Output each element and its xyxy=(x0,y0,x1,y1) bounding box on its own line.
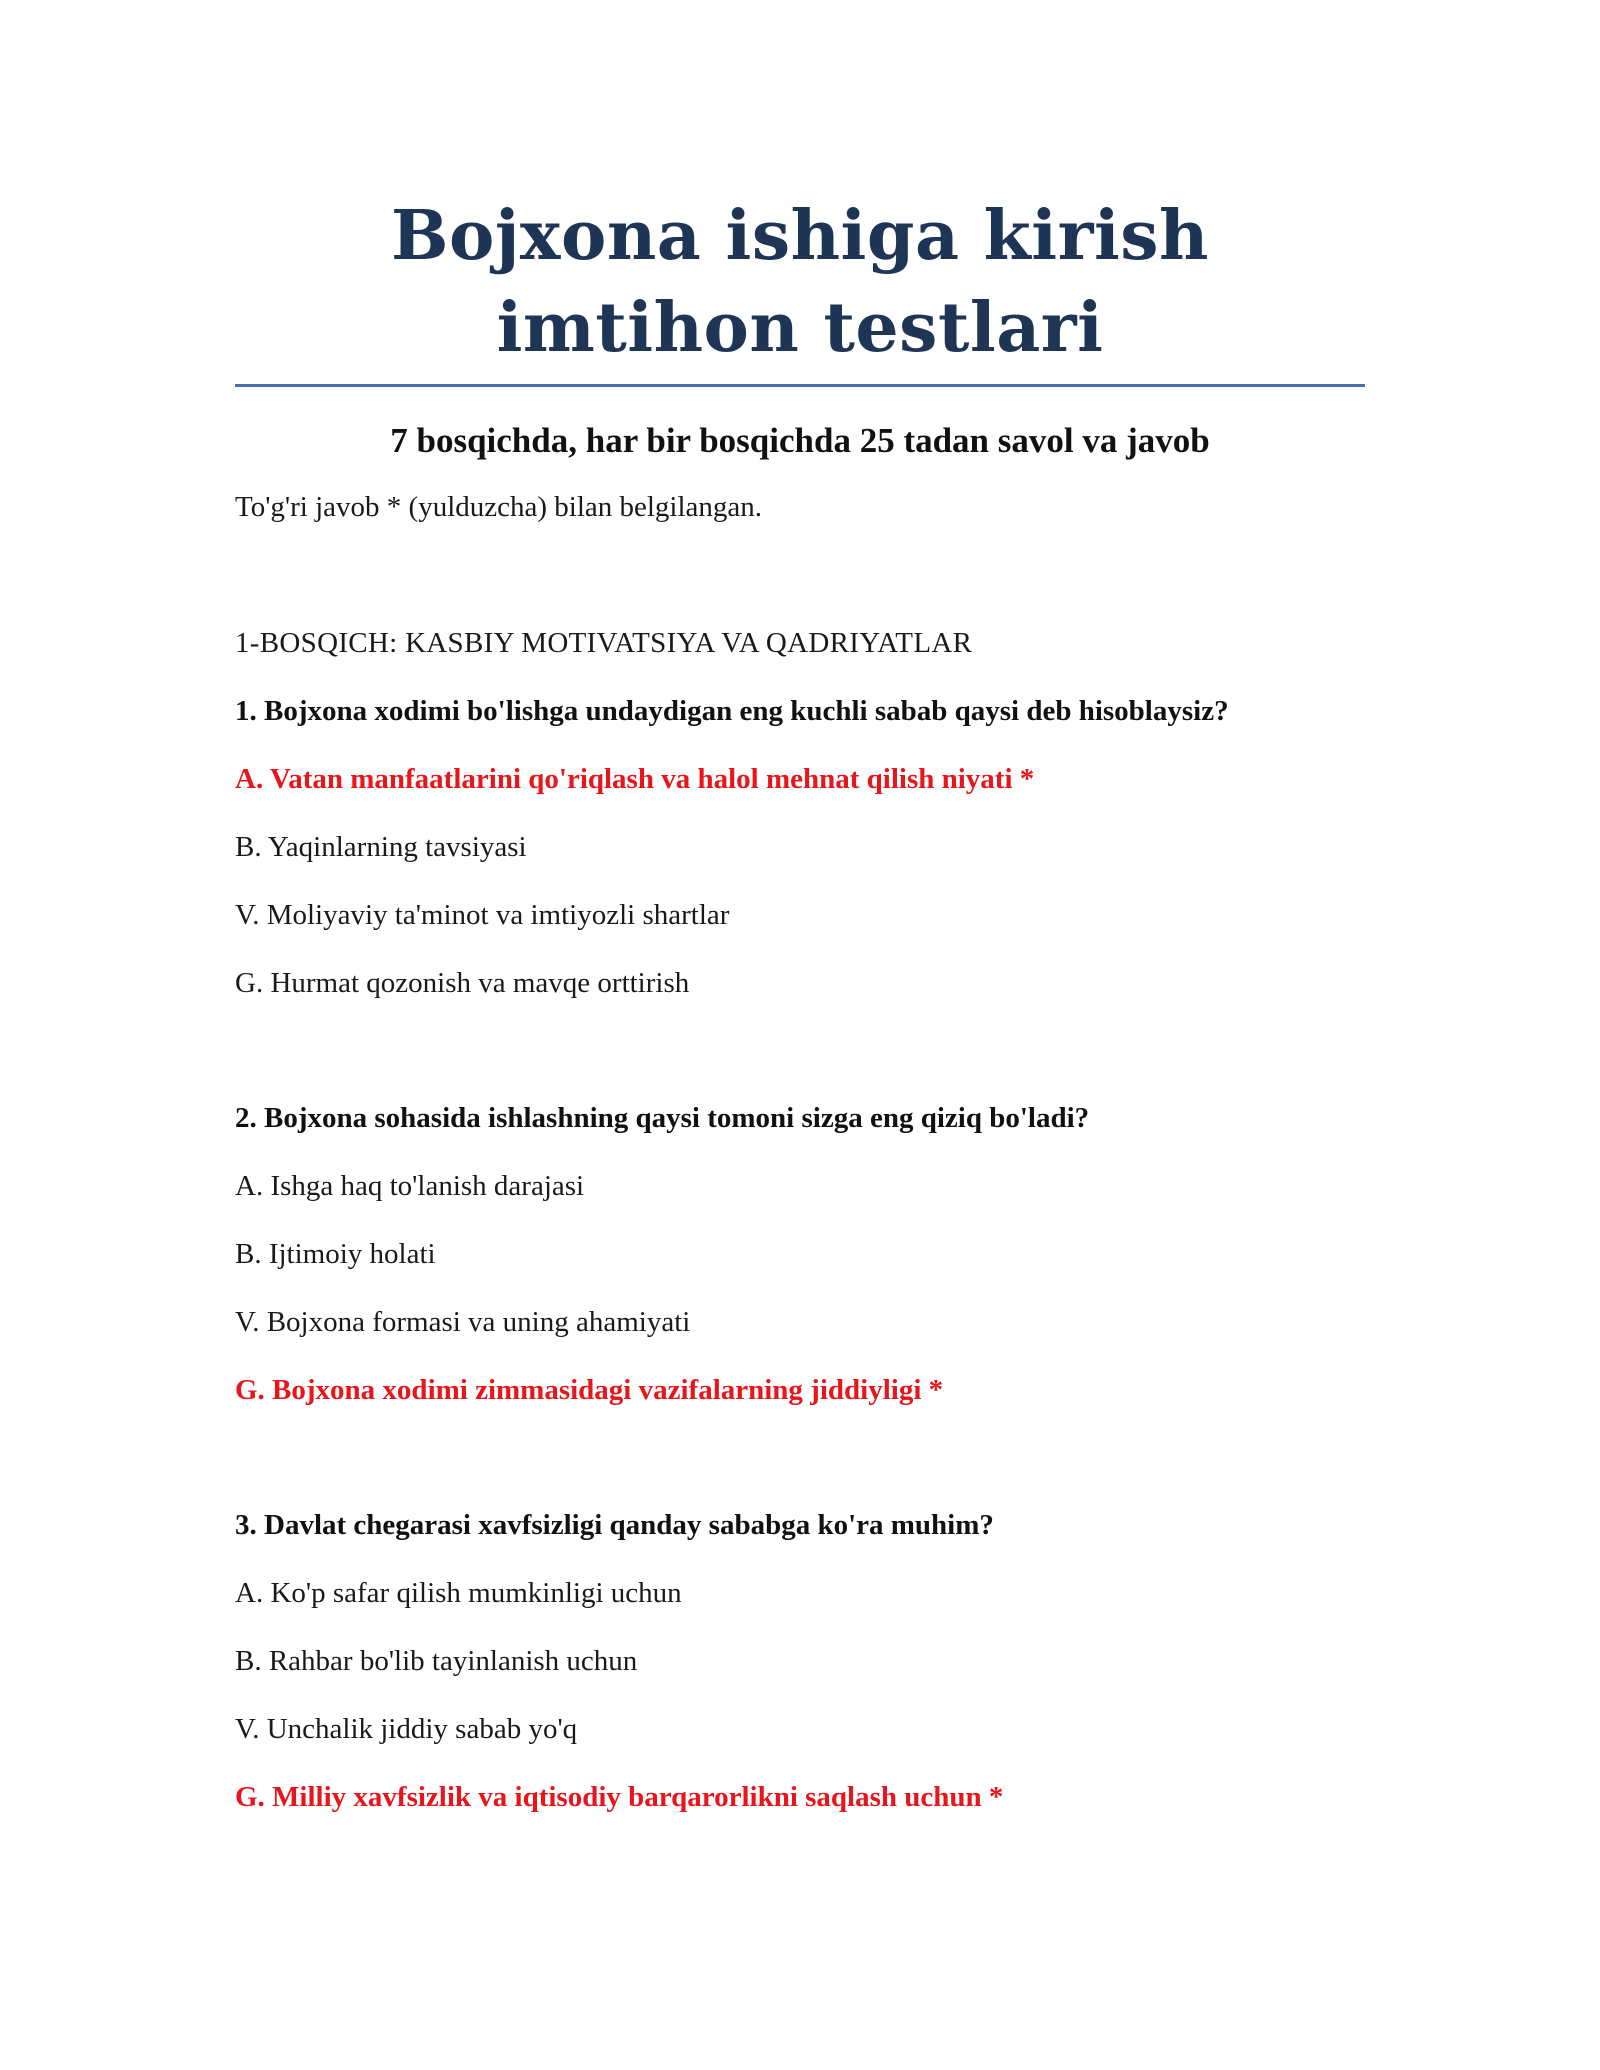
answer-option: A. Ishga haq to'lanish darajasi xyxy=(235,1170,585,1202)
answer-option: V. Unchalik jiddiy sabab yo'q xyxy=(235,1713,578,1745)
answer-option-correct: G. Bojxona xodimi zimmasidagi vazifalarning jiddiyligi * xyxy=(235,1374,944,1406)
answer-option: V. Moliyaviy ta'minot va imtiyozli shartlar xyxy=(235,899,730,931)
answer-option: G. Hurmat qozonish va mavqe orttirish xyxy=(235,967,690,999)
question-text: 3. Davlat chegarasi xavfsizligi qanday sababga ko'ra muhim? xyxy=(235,1509,994,1541)
question-text: 1. Bojxona xodimi bo'lishga undaydigan eng kuchli sabab qaysi deb hisoblaysiz? xyxy=(235,695,1229,727)
answer-option-correct: G. Milliy xavfsizlik va iqtisodiy barqarorlikni saqlash uchun * xyxy=(235,1781,1004,1813)
spacer xyxy=(235,1438,1365,1505)
spacer xyxy=(235,555,1365,623)
answer-option: B. Rahbar bo'lib tayinlanish uchun xyxy=(235,1645,638,1677)
spacer xyxy=(235,1031,1365,1098)
question-block xyxy=(235,691,1365,1031)
document-subtitle: 7 bosqichda, har bir bosqichda 25 tadan savol va javob xyxy=(390,421,1210,460)
answer-key-note: To'g'ri javob * (yulduzcha) bilan belgilangan. xyxy=(235,491,763,523)
title-divider xyxy=(235,384,1365,387)
section-heading: 1-BOSQICH: KASBIY MOTIVATSIYA VA QADRIYATLAR xyxy=(235,627,973,659)
answer-option: B. Ijtimoiy holati xyxy=(235,1238,436,1270)
question-text: 2. Bojxona sohasida ishlashning qaysi tomoni sizga eng qiziq bo'ladi? xyxy=(235,1102,1090,1134)
answer-option-correct: A. Vatan manfaatlarini qo'riqlash va halol mehnat qilish niyati * xyxy=(235,763,1035,795)
question-block xyxy=(235,1098,1365,1438)
document-title: Bojxona ishiga kirish imtihon testlari xyxy=(391,196,1209,368)
answer-option: A. Ko'p safar qilish mumkinligi uchun xyxy=(235,1577,682,1609)
question-block xyxy=(235,1505,1365,1845)
document-page xyxy=(235,190,1365,1845)
answer-option: B. Yaqinlarning tavsiyasi xyxy=(235,831,527,863)
answer-option: V. Bojxona formasi va uning ahamiyati xyxy=(235,1306,691,1338)
